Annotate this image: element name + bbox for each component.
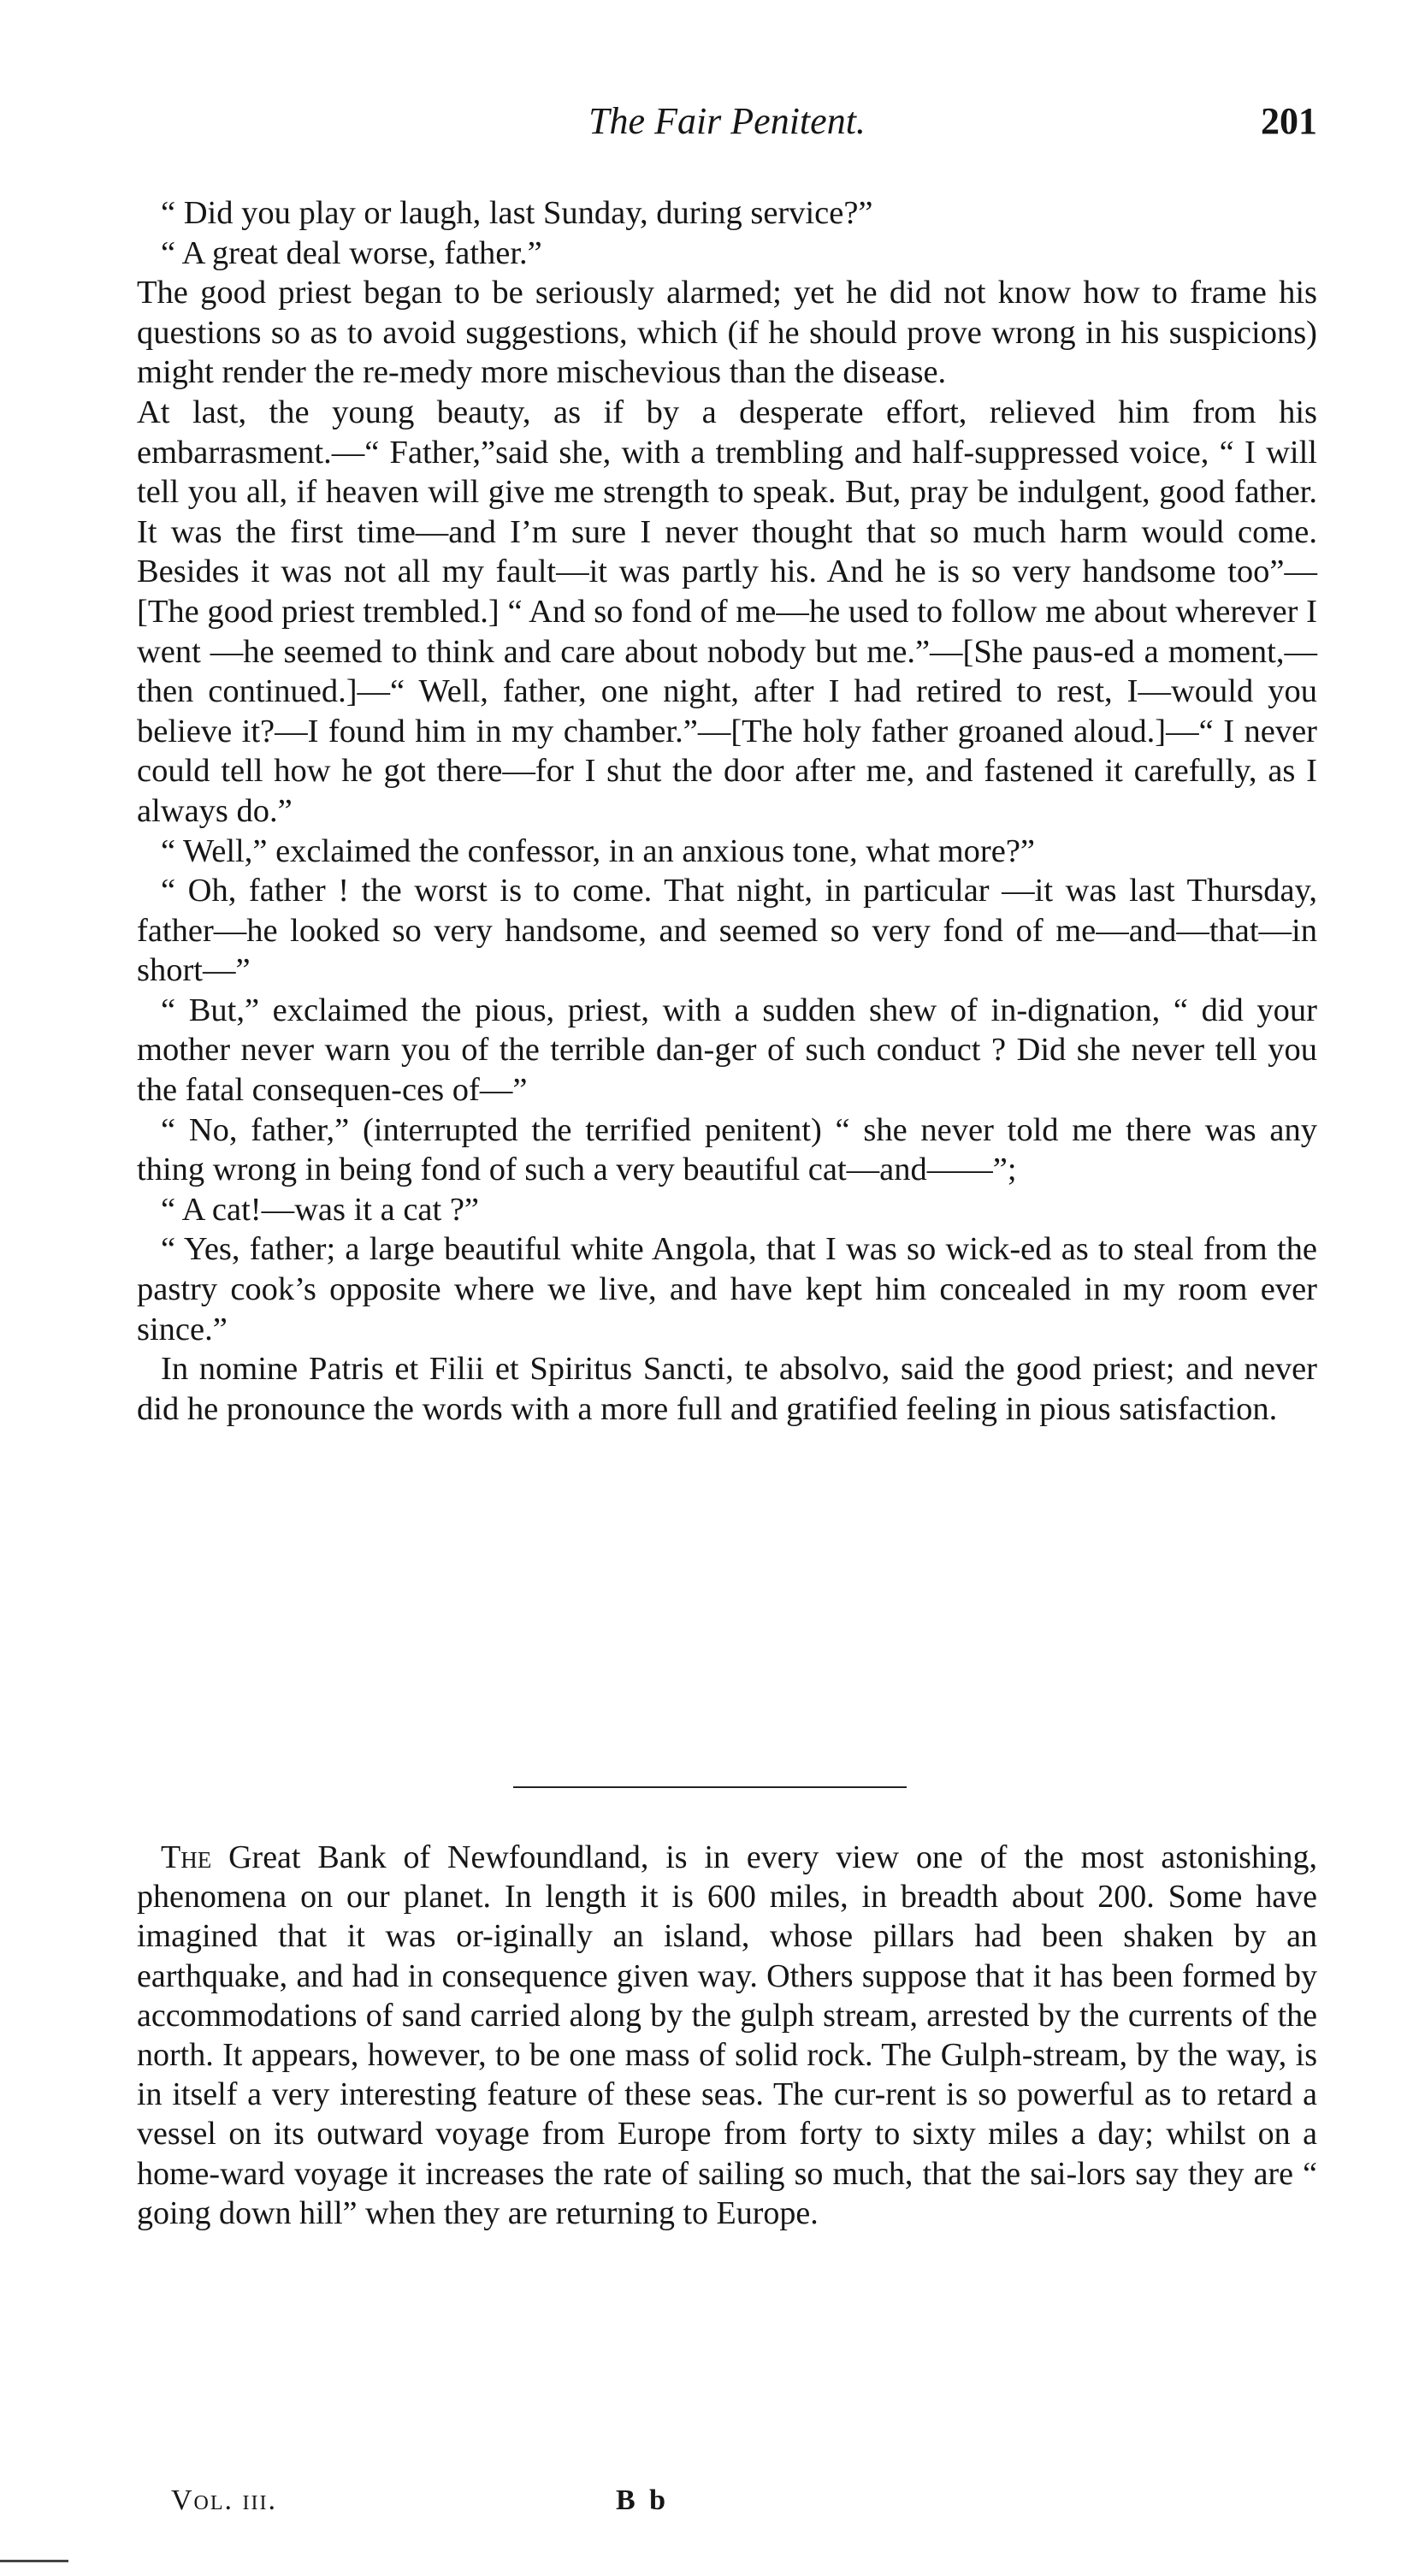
article-body: Great Bank of Newfoundland, is in every view one of the most astonishing, phenomena on our planet. In length it is 600 miles, in breadth about 200. Some have imagined that it was or-iginally an island, whose pillars had been shaken by an earthquake, and had in consequence given way. Others suppose that it has been formed by accommodations of sand carried along by the gulph stream, arrested by the currents of the north. It appears, however, to be one mass of solid rock. The Gulph-stream, by the way, is in itself a very interesting feature of these seas. The cur-rent is so powerful as to retard a vessel on its outward voyage from Europe from forty to sixty miles a day; whilst on a home-ward voyage it increases the rate of sailing so much, that the sai-lors say they are “ going down hill” when they are returning to Europe. bbox=[137, 1839, 1317, 2231]
paragraph: The good priest began to be seriously alarmed; yet he did not know how to frame his questions so as to avoid suggestions, which (if he should prove wrong in his suspicions) might render the re-medy more mischevious than the disease. bbox=[137, 275, 1317, 391]
paragraph: “ Yes, father; a large beautiful white Angola, that I was so wick-ed as to steal from the pastry cook’s opposite where we live, and have kept him concealed in my room ever since.” bbox=[137, 1231, 1317, 1347]
running-title: The Fair Penitent. bbox=[588, 100, 866, 142]
edge-mark bbox=[0, 2560, 68, 2562]
lead-words: The bbox=[161, 1839, 212, 1875]
story-text bbox=[137, 193, 1317, 1429]
paragraph: “ Well,” exclaimed the confessor, in an anxious tone, what more?” bbox=[161, 832, 1036, 869]
running-head bbox=[137, 96, 1317, 147]
paragraph: In nomine Patris et Filii et Spiritus Sancti, te absolvo, said the good priest; and never did he pronounce the words with a more full and gratified feeling in pious satisfaction. bbox=[137, 1351, 1317, 1427]
page-footer bbox=[171, 2479, 855, 2522]
paragraph: “ Oh, father ! the worst is to come. That night, in particular —it was last Thursday, father—he looked so very handsome, and seemed so very fond of me—and—that—in short—” bbox=[137, 873, 1317, 989]
paragraph: “ But,” exclaimed the pious, priest, with a sudden shew of in-dignation, “ did your mother never warn you of the terrible dan-ger of such conduct ? Did she never tell you the fatal consequen-ces of—” bbox=[137, 992, 1317, 1109]
article-paragraph bbox=[137, 1838, 1317, 2233]
paragraph: “ A great deal worse, father.” bbox=[161, 234, 542, 271]
article-text bbox=[137, 1838, 1317, 2233]
paragraph: “ Did you play or laugh, last Sunday, during service?” bbox=[161, 195, 873, 231]
paragraph: At last, the young beauty, as if by a desperate effort, relieved him from his embarrasment.—“ Father,”said she, with a trembling and half-suppressed voice, “ I will tell you all, if heaven will give me strength to speak. But, pray be indulgent, good father. It was the first time—and I’m sure I never thought that so much harm would come. Besides it was not all my fault—it was partly his. And he is so very handsome too”—[The good priest trembled.] “ And so fond of me—he used to follow me about wherever I went —he seemed to think and care about nobody but me.”—[She paus-ed a moment,—then continued.]—“ Well, father, one night, after I had retired to rest, I—would you believe it?—I found him in my chamber.”—[The holy father groaned aloud.]—“ I never could tell how he got there—for I shut the door after me, and fastened it carefully, as I always do.” bbox=[137, 394, 1317, 829]
volume-number: Vol. iii. bbox=[171, 2484, 278, 2516]
section-divider bbox=[513, 1786, 907, 1788]
page-number: 201 bbox=[1261, 100, 1317, 142]
paragraph: “ A cat!—was it a cat ?” bbox=[161, 1191, 479, 1228]
signature-mark: B b bbox=[616, 2484, 670, 2516]
paragraph: “ No, father,” (interrupted the terrified penitent) “ she never told me there was any thing wrong in being fond of such a very beautiful cat—and——”; bbox=[137, 1111, 1317, 1188]
